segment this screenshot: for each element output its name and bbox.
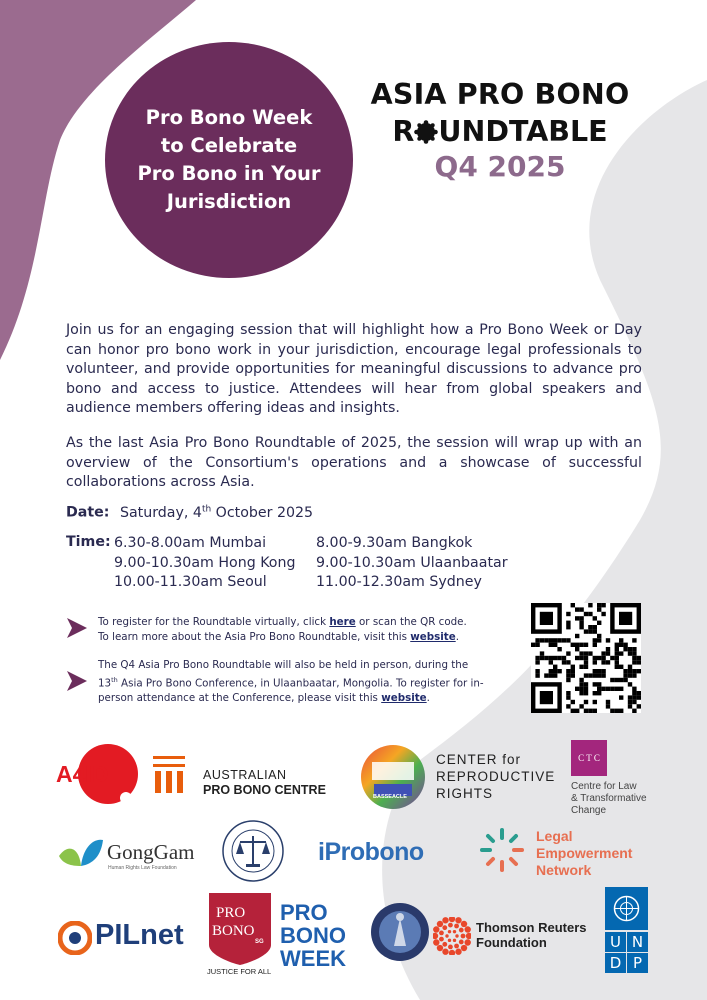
trf-text <box>476 920 587 950</box>
pbw-line: WEEK <box>280 946 346 971</box>
note-text: To learn more about the Asia Pro Bono Roundtable, visit this <box>98 630 411 643</box>
time-slot: 9.00-10.30am Ulaanbaatar <box>316 554 508 571</box>
gpba-seal-logo <box>370 902 430 962</box>
cltc-line: Change <box>571 805 607 816</box>
note-text: or scan the QR code. <box>355 616 467 628</box>
note-text: . <box>455 630 459 643</box>
circle-line: Pro Bono Week <box>145 106 313 129</box>
title-line-1: ASIA PRO BONO <box>370 78 630 111</box>
title-line-2 <box>350 115 650 148</box>
trf-dots-icon <box>433 917 471 955</box>
date-value-main: Saturday, 4 <box>119 504 202 521</box>
gonggam-subtext: Human Rights Law Foundation <box>108 865 177 871</box>
undp-letter: P <box>627 953 648 973</box>
pbw-line: PRO <box>280 900 328 925</box>
gonggam-leaf-icon <box>57 836 105 870</box>
trf-line: Foundation <box>476 935 547 950</box>
basseacle-text: BASSEACLE <box>373 794 407 800</box>
len-line: Network <box>536 862 592 878</box>
date-value-sup: th <box>201 504 212 514</box>
pbw-line: BONO <box>280 923 346 948</box>
un-emblem-icon <box>605 887 648 930</box>
time-slot: 10.00-11.30am Seoul <box>114 574 267 590</box>
circle-line: Pro Bono in Your <box>137 162 321 185</box>
date-value <box>120 505 313 521</box>
title-o-logo-icon <box>414 118 438 142</box>
cltc-line: & Transformative <box>571 793 647 804</box>
pbsg-text-3: SG <box>255 939 264 945</box>
pbsg-text-2: BONO <box>212 923 255 939</box>
arrow-icon <box>66 670 88 692</box>
a4id-logo <box>56 744 138 806</box>
title-line-3: Q4 2025 <box>434 150 566 183</box>
circle-line: Jurisdiction <box>166 190 292 213</box>
apbc-text-1: AUSTRALIAN <box>203 768 287 782</box>
cltc-mark-text: C T C <box>578 753 600 763</box>
undp-letter: D <box>605 953 626 973</box>
gonggam-text: GongGam <box>107 840 195 864</box>
time-column-1 <box>114 534 295 593</box>
len-line: Legal <box>536 828 573 844</box>
a4id-text: A4ID <box>56 761 109 787</box>
apbc-text-2: PRO BONO CENTRE <box>203 783 326 797</box>
apbc-mark-icon <box>153 756 185 794</box>
pilnet-icon <box>58 921 92 955</box>
note-text: To register for the Roundtable virtually, click <box>98 616 330 628</box>
intro-paragraph: Join us for an engaging session that will highlight how a Pro Bono Week or Day can honor pro bono work in your jurisdiction, encourage legal professionals to volunteer, and provide opportunities for meaningful discussions to advance pro bono and access to justice. Attendees will hear from global speakers and audience members offering ideas and insights. <box>66 322 642 416</box>
roundtable-website-link[interactable]: website <box>410 630 456 643</box>
wrapup-paragraph: As the last Asia Pro Bono Roundtable of 2025, the session will wrap up with an overview of the Consortium's operations and a showcase of successful collaborations across Asia. <box>66 435 642 490</box>
qr-code[interactable] <box>531 603 641 713</box>
event-circle-text <box>124 104 334 216</box>
len-burst-icon <box>476 824 528 876</box>
note-text: Asia Pro Bono Conference, in Ulaanbaatar, Mongolia. To register for in-person attendance at the Conference, please visit this <box>98 677 484 704</box>
event-circle <box>105 42 353 278</box>
basseacle-logo <box>360 744 426 810</box>
pro-bono-sg-logo <box>209 893 271 965</box>
note-sup: th <box>111 675 118 684</box>
len-text <box>536 828 632 879</box>
iprobono-text: iProbono <box>318 838 424 866</box>
trf-line: Thomson Reuters <box>476 920 587 935</box>
qr-code-graphic <box>531 603 641 713</box>
date-label: Date: <box>66 504 110 521</box>
undp-letter: U <box>605 932 626 952</box>
cltc-text <box>571 781 647 817</box>
ibj-logo <box>222 820 284 882</box>
time-column-2 <box>316 534 508 593</box>
time-label: Time: <box>66 534 111 550</box>
title-line-2-end: UNDTABLE <box>438 115 608 148</box>
conference-website-link[interactable]: website <box>381 691 427 704</box>
time-slot: 9.00-10.30am Hong Kong <box>114 554 296 571</box>
title-line-2-start: R <box>392 115 415 148</box>
crr-text-1: CENTER for <box>436 752 522 767</box>
pbsg-text-1: PRO <box>216 905 246 921</box>
register-virtual-note <box>98 615 488 644</box>
date-row <box>66 504 313 521</box>
iprobono-logo <box>318 838 458 868</box>
cltc-line: Centre for Law <box>571 781 637 792</box>
pro-bono-week-logo <box>280 901 346 970</box>
in-person-note <box>98 658 488 705</box>
time-slot: 8.00-9.30am Bangkok <box>316 535 473 551</box>
pbsg-tagline: JUSTICE FOR ALL <box>207 967 272 976</box>
pilnet-text: PILnet <box>95 919 184 951</box>
undp-logo <box>605 887 648 973</box>
date-value-end: October 2025 <box>211 504 314 521</box>
undp-letter: N <box>627 932 648 952</box>
cltc-mark-icon <box>571 740 607 776</box>
arrow-icon <box>66 617 88 639</box>
note-text: . <box>426 691 430 704</box>
note-text: The Q4 Asia Pro Bono Roundtable will also be held in person, during the 13 <box>98 659 469 690</box>
register-here-link[interactable]: here <box>329 616 356 628</box>
len-line: Empowerment <box>536 845 633 861</box>
crr-text-3: RIGHTS <box>436 786 494 801</box>
crr-text-2: REPRODUCTIVE <box>436 769 556 784</box>
circle-line: to Celebrate <box>160 134 298 157</box>
time-slot: 6.30-8.00am Mumbai <box>114 535 267 551</box>
time-slot: 11.00-12.30am Sydney <box>316 574 482 590</box>
